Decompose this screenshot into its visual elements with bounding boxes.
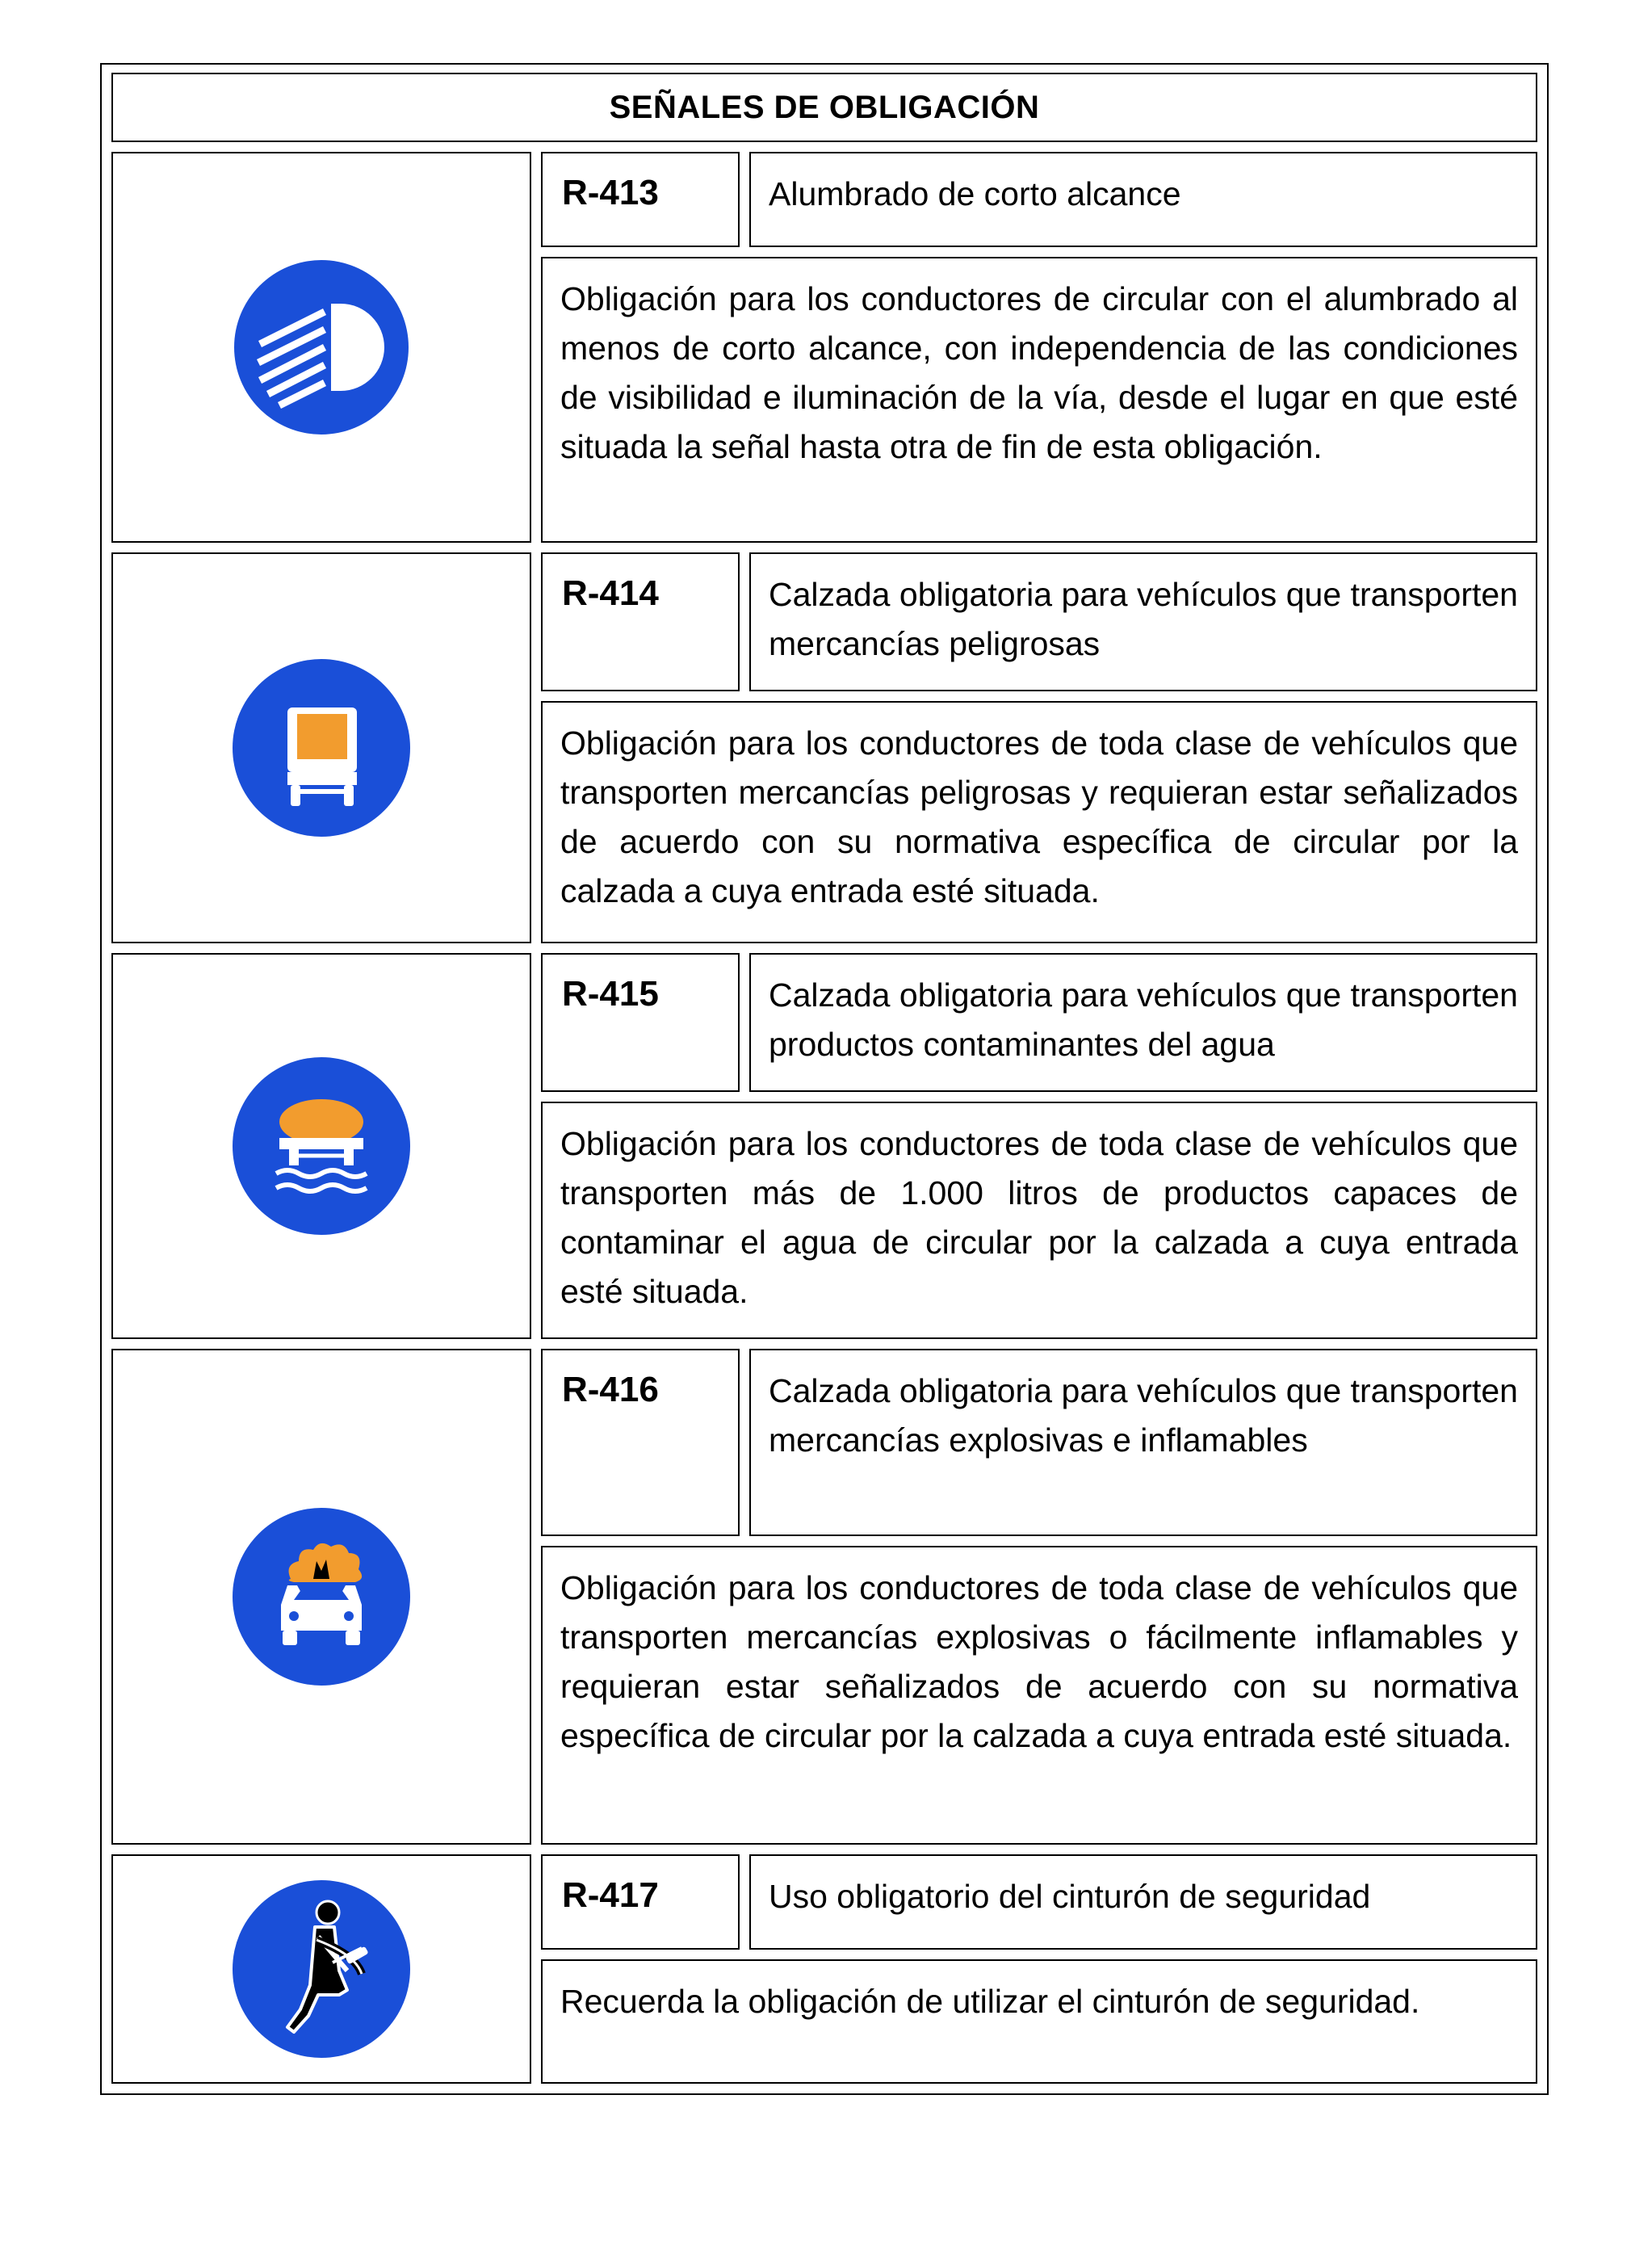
sign-description: Obligación para los conductores de toda clase de vehículos que transporten mercancías peligrosas y requieran estar señalizados de acuerdo con su normativa específica de circular por la calzada a cuya entrada esté situada. — [541, 701, 1537, 943]
sign-code: R-415 — [541, 953, 740, 1092]
page-title: SEÑALES DE OBLIGACIÓN — [111, 73, 1537, 142]
sign-cell-r416 — [111, 1349, 531, 1845]
sign-code: R-416 — [541, 1349, 740, 1536]
sign-description: Recuerda la obligación de utilizar el cinturón de seguridad. — [541, 1959, 1537, 2084]
sign-description: Obligación para los conductores de circular con el alumbrado al menos de corto alcance, con independencia de las condiciones de visibilidad e iluminación de la vía, desde el lugar en que esté situada la señal hasta otra de fin de esta obligación. — [541, 257, 1537, 543]
sign-name: Calzada obligatoria para vehículos que transporten mercancías peligrosas — [749, 552, 1537, 691]
water-pollutant-truck-icon — [226, 1051, 417, 1241]
sign-code: R-417 — [541, 1854, 740, 1950]
sign-cell-r417 — [111, 1854, 531, 2084]
explosive-goods-vehicle-icon — [226, 1501, 417, 1692]
sign-cell-r414 — [111, 552, 531, 943]
sign-description: Obligación para los conductores de toda clase de vehículos que transporten mercancías explosivas o fácilmente inflamables y requieran estar señalizados de acuerdo con su normativa específica de circular por la calzada a cuya entrada esté situada. — [541, 1546, 1537, 1845]
sign-name: Alumbrado de corto alcance — [749, 152, 1537, 247]
sign-code: R-413 — [541, 152, 740, 247]
sign-name: Uso obligatorio del cinturón de seguridad — [749, 1854, 1537, 1950]
sign-name: Calzada obligatoria para vehículos que transporten productos contaminantes del agua — [749, 953, 1537, 1092]
dangerous-goods-truck-icon — [226, 653, 417, 843]
sign-name: Calzada obligatoria para vehículos que transporten mercancías explosivas e inflamables — [749, 1349, 1537, 1536]
sign-description: Obligación para los conductores de toda clase de vehículos que transporten más de 1.000 litros de productos capaces de contaminar el agua de circular por la calzada a cuya entrada esté situada. — [541, 1102, 1537, 1339]
low-beam-headlight-icon — [228, 254, 415, 441]
seatbelt-icon — [226, 1874, 417, 2064]
sign-cell-r415 — [111, 953, 531, 1339]
sign-code: R-414 — [541, 552, 740, 691]
sign-cell-r413 — [111, 152, 531, 543]
